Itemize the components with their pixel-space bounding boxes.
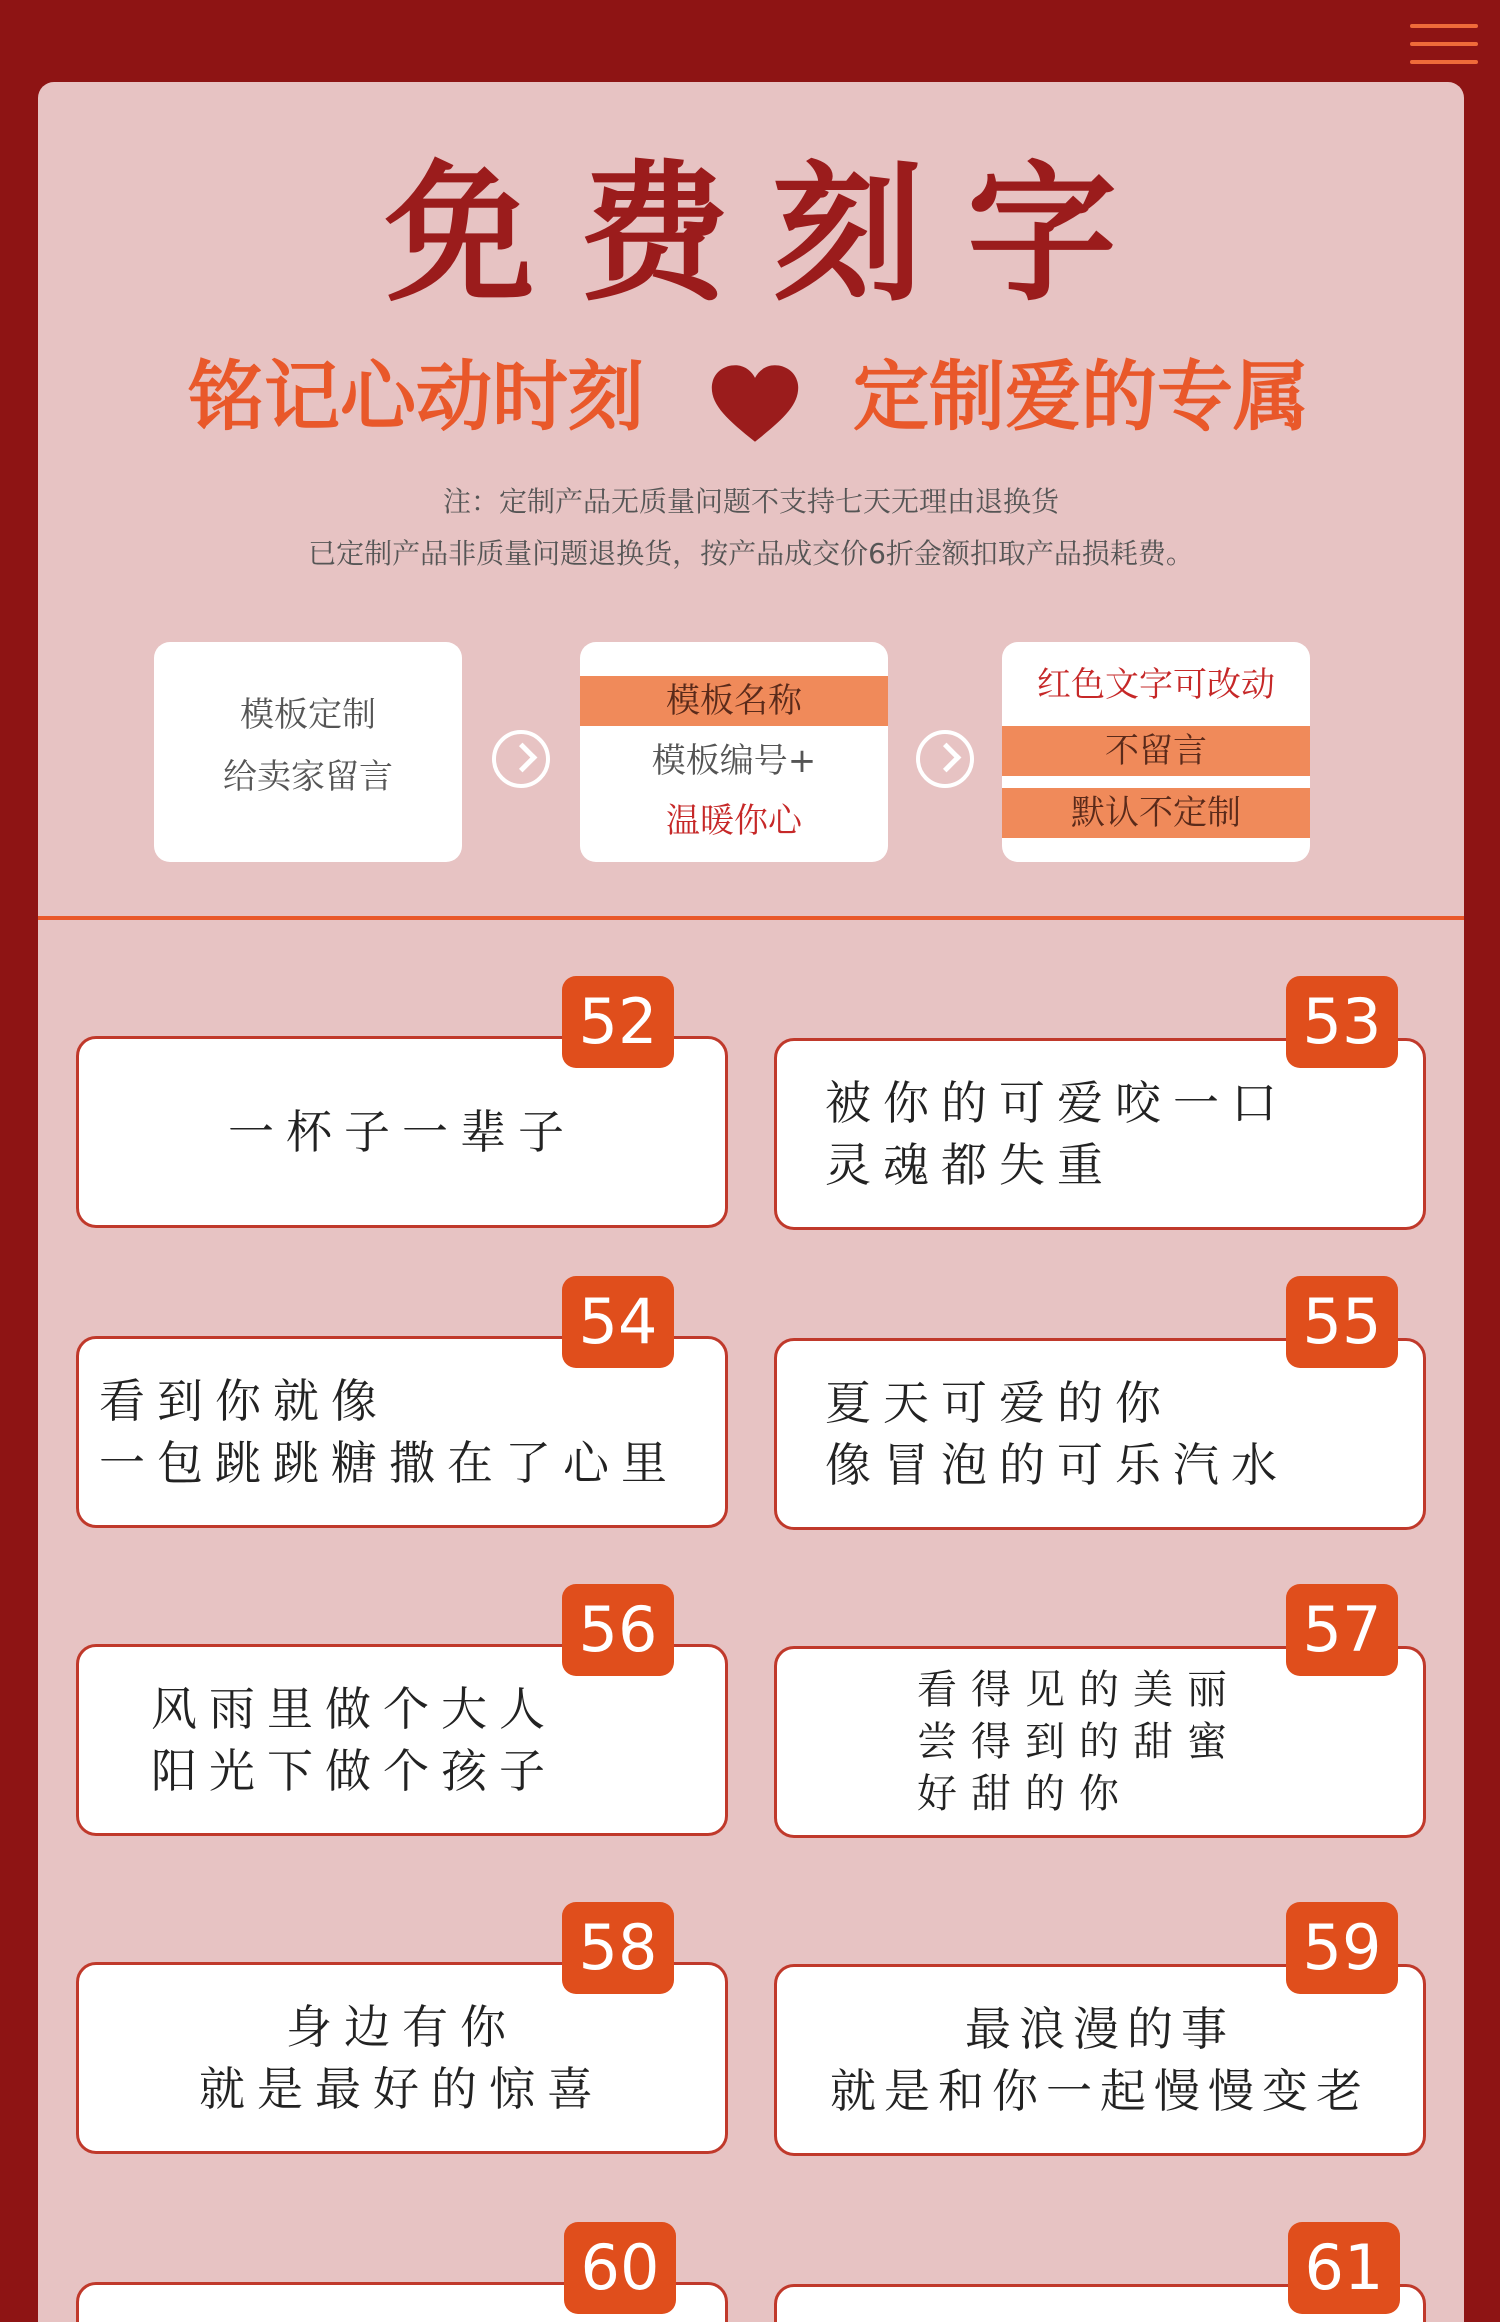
arrow-right-icon <box>916 730 974 788</box>
template-line: 被你的可爱咬一口 <box>825 1076 1289 1130</box>
template-line: 最浪漫的事 <box>965 2002 1235 2056</box>
arrow-right-icon <box>492 730 550 788</box>
template-number-badge: 52 <box>562 976 674 1068</box>
step-2-line-3: 温暖你心 <box>666 801 802 841</box>
template-line: 就是最好的惊喜 <box>199 2062 605 2116</box>
template-line: 一包跳跳糖撒在了心里 <box>99 1436 679 1490</box>
template-number-badge: 55 <box>1286 1276 1398 1368</box>
template-line: 就是和你一起慢慢变老 <box>830 2064 1370 2118</box>
template-line: 灵魂都失重 <box>825 1138 1115 1192</box>
step-3-line-2: 不留言 <box>1002 726 1310 776</box>
section-divider <box>38 916 1464 920</box>
template-number-badge: 58 <box>562 1902 674 1994</box>
template-number-badge: 57 <box>1286 1584 1398 1676</box>
notice-line-2: 已定制产品非质量问题退换货，按产品成交价6折金额扣取产品损耗费。 <box>308 537 1194 570</box>
engraving-panel <box>38 82 1464 2322</box>
step-2-line-2: 模板编号+ <box>651 741 817 781</box>
notice-line-1: 注：定制产品无质量问题不支持七天无理由退换货 <box>442 485 1059 518</box>
slogan-right: 定制爱的专属 <box>853 352 1309 441</box>
step-box-3 <box>1002 642 1310 862</box>
slogan-left: 铭记心动时刻 <box>188 352 644 441</box>
template-number-badge: 60 <box>564 2222 676 2314</box>
template-number-badge: 61 <box>1288 2222 1400 2314</box>
template-number-badge: 54 <box>562 1276 674 1368</box>
template-number-badge: 53 <box>1286 976 1398 1068</box>
template-number-badge: 59 <box>1286 1902 1398 1994</box>
step-1-line-1: 模板定制 <box>240 695 376 735</box>
template-line: 风雨里做个大人 <box>151 1682 557 1736</box>
step-1-line-2: 给卖家留言 <box>223 757 393 797</box>
template-line: 看到你就像 <box>99 1374 389 1428</box>
step-box-1 <box>154 642 462 862</box>
template-line: 一杯子一辈子 <box>228 1105 576 1159</box>
template-line: 好甜的你 <box>917 1771 1133 1817</box>
template-line: 身边有你 <box>286 2000 518 2054</box>
template-line: 看得见的美丽 <box>917 1667 1241 1713</box>
template-line: 阳光下做个孩子 <box>151 1744 557 1798</box>
step-3-line-1: 红色文字可改动 <box>1037 665 1275 705</box>
page-title: 免费刻字 <box>384 148 1161 322</box>
template-line: 夏天可爱的你 <box>825 1376 1173 1430</box>
step-3-line-3: 默认不定制 <box>1002 788 1310 838</box>
hamburger-menu-icon[interactable] <box>1410 22 1478 68</box>
step-2-line-1: 模板名称 <box>580 676 888 726</box>
template-line: 像冒泡的可乐汽水 <box>825 1438 1289 1492</box>
heart-icon <box>710 362 800 446</box>
template-line: 尝得到的甜蜜 <box>917 1719 1241 1765</box>
template-number-badge: 56 <box>562 1584 674 1676</box>
step-box-2 <box>580 642 888 862</box>
